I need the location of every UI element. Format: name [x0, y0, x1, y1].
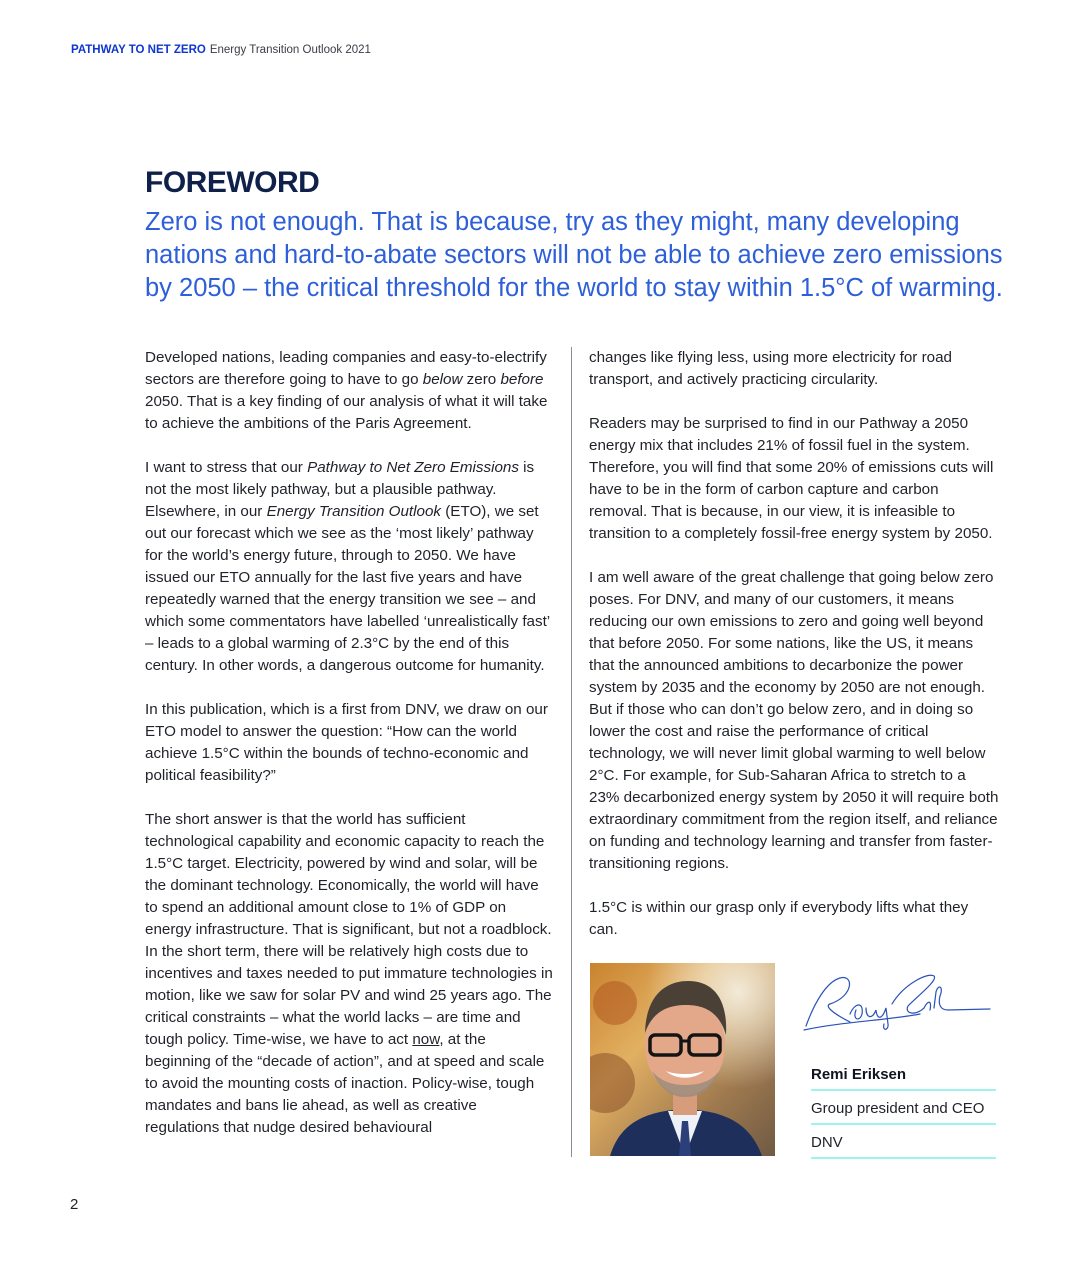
right-paragraph-3: I am well aware of the great challenge that going below zero poses. For DNV, and many of our customers, it means reducing our own emissions to zero and going well beyond that before 2050. For some nations, like the US, it means that the announced ambitions to decarbonize the power system by 2035 and the economy by 2050 are not enough. But if those who can don’t go below zero, and in doing so lower the cost and raise the performance of critical technology, we will never limit global warming to well below 2°C. For example, for Sub-Saharan Africa to stretch to a 23% decarbonized energy system by 2050 it will require both extraordinary commitment from the region itself, and reliance on funding and technology learning and transfer from faster-transitioning regions. [589, 569, 999, 872]
left-paragraph-3: In this publication, which is a first from DNV, we draw on our ETO model to answer the question: “How can the world achieve 1.5°C within the bounds of techno-economic and political feasibility?” [145, 701, 548, 784]
left-paragraph-2 [145, 457, 555, 677]
page-title: FOREWORD [145, 166, 320, 199]
text-run: 2050. That is a key finding of our analysis of what it will take to achieve the ambitions of the Paris Agreement. [145, 393, 548, 432]
emphasis-eto-title: Energy Transition Outlook [266, 503, 442, 520]
signatory-name: Remi Eriksen [811, 1060, 996, 1091]
right-paragraph-2: Readers may be surprised to find in our Pathway a 2050 energy mix that includes 21% of fossil fuel in the system. Therefore, you will find that some 20% of emissions cuts will have to be in the form of carbon capture and carbon removal. That is because, in our view, it is infeasible to transition to a completely fossil-free energy system by 2050. [589, 415, 994, 542]
page-number: 2 [70, 1196, 79, 1213]
text-run: (ETO), we set out our forecast which we see as the ‘most likely’ pathway for the world’s energy future, through to 2050. We have issued our ETO annually for the last five years and have repeatedly warned that the energy transition we see – and which some commentators have labelled ‘unrealistically fast’ – leads to a global warming of 2.3°C by the end of this century. In other words, a dangerous outcome for humanity. [145, 503, 550, 674]
signature-block [811, 1060, 996, 1159]
column-divider [571, 347, 572, 1157]
ceo-portrait-photo [590, 963, 775, 1156]
text-run: The short answer is that the world has sufficient technological capability and economic capacity to reach the 1.5°C target. Electricity, powered by wind and solar, will be the dominant technology. Economically, the world will have to spend an additional amount close to 1% of GDP on energy infrastructure. That is significant, but not a roadblock. In the short term, there will be relatively high costs due to incentives and taxes needed to put immature technologies in motion, like we saw for solar PV and wind 25 years ago. The critical constraints – what the world lacks – are time and tough policy. Time-wise, we have to act [145, 811, 553, 1048]
signatory-role: Group president and CEO [811, 1094, 996, 1125]
running-header-section: PATHWAY TO NET ZERO [71, 44, 206, 56]
running-header-publication: Energy Transition Outlook 2021 [209, 44, 371, 56]
left-paragraph-4 [145, 809, 555, 1139]
right-paragraph-4: 1.5°C is within our grasp only if everybody lifts what they can. [589, 899, 969, 938]
right-column [589, 347, 999, 963]
emphasis-pathway-title: Pathway to Net Zero Emissions [307, 459, 519, 476]
ceo-signature [800, 964, 992, 1036]
emphasis-below: below [422, 371, 463, 388]
signatory-company: DNV [811, 1128, 996, 1159]
text-run: , at the beginning of the “decade of action”, and at speed and scale to avoid the mounting costs of inaction. Policy-wise, tough mandates and bans lie ahead, as well as creative regulations that nudge desired behavioural [145, 1031, 545, 1136]
text-run: Developed nations, leading companies and easy-to-electrify sectors are therefore going to have to go [145, 349, 547, 388]
left-paragraph-1 [145, 347, 555, 435]
text-run: I want to stress that our [145, 459, 308, 476]
emphasis-before: before [500, 371, 544, 388]
right-paragraph-1: changes like flying less, using more electricity for road transport, and actively practicing circularity. [589, 349, 952, 388]
underlined-now: now [412, 1031, 440, 1048]
text-run: zero [462, 371, 501, 388]
text-run: is not the most likely pathway, but a plausible pathway. Elsewhere, in our [145, 459, 535, 520]
left-column [145, 347, 555, 1161]
running-header [71, 44, 371, 56]
lead-paragraph: Zero is not enough. That is because, try as they might, many developing nations and hard-to-abate sectors will not be able to achieve zero emissions by 2050 – the critical threshold for the world to stay within 1.5°C of warming. [145, 208, 1003, 302]
